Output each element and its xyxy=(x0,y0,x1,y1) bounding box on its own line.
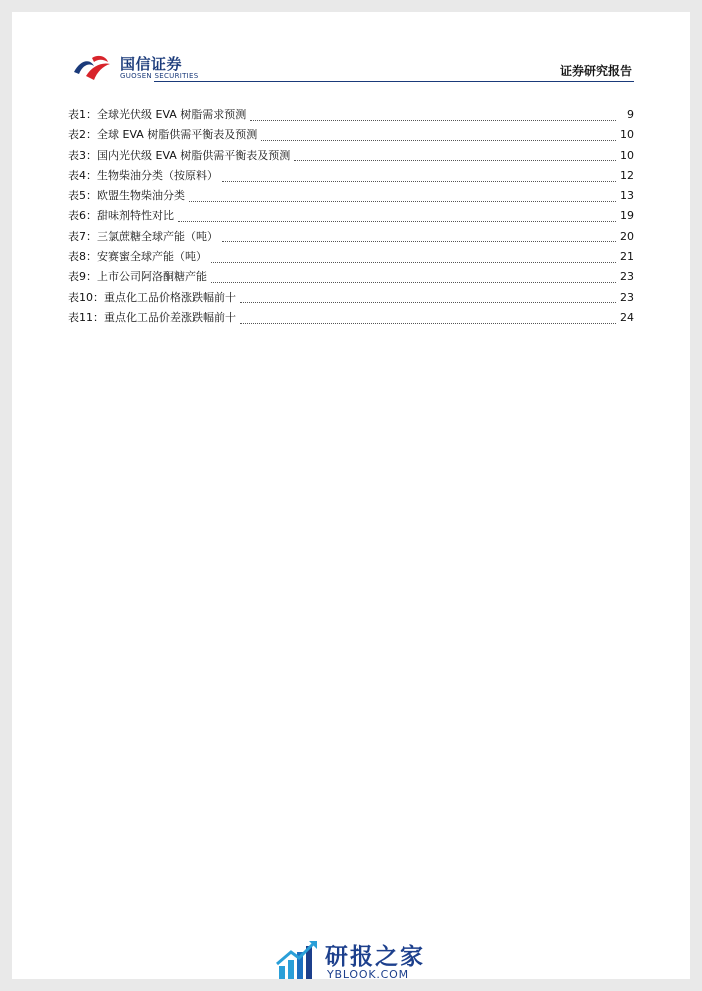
toc-entry-title: 欧盟生物柴油分类 xyxy=(97,189,185,203)
toc-entry[interactable] xyxy=(68,167,634,187)
toc-entry-title: 上市公司阿洛酮糖产能 xyxy=(97,270,207,284)
watermark-url-text: YBLOOK.COM xyxy=(327,968,409,979)
toc-entry-label: 表10： xyxy=(68,290,104,304)
toc-entry-page-number: 20 xyxy=(620,229,634,243)
toc-entry-label: 表1： xyxy=(68,108,97,121)
toc-entry-label: 表11： xyxy=(68,310,104,324)
toc-entry-title: 重点化工品价格涨跌幅前十 xyxy=(104,290,236,304)
toc-entry[interactable] xyxy=(68,309,634,329)
watermark xyxy=(275,938,475,979)
toc-entry[interactable] xyxy=(68,248,634,268)
toc-entry-page-number: 12 xyxy=(620,168,634,182)
toc-entry-title: 生物柴油分类（按原料） xyxy=(97,168,218,182)
toc-entry-page-number: 13 xyxy=(620,189,634,203)
toc-entry[interactable] xyxy=(68,106,634,126)
toc-entry-title: 重点化工品价差涨跌幅前十 xyxy=(104,310,236,324)
toc-entry[interactable] xyxy=(68,268,634,288)
toc-entry-label: 表4： xyxy=(68,168,97,182)
logo-chinese-text: 国信证券 xyxy=(120,55,183,73)
toc-entry[interactable] xyxy=(68,126,634,146)
logo-english-text: GUOSEN SECURITIES xyxy=(120,72,199,80)
toc-entry-label: 表8： xyxy=(68,250,97,264)
toc-entry-label: 表7： xyxy=(68,229,97,243)
toc-entry-label: 表6： xyxy=(68,209,97,223)
toc-entry-title: 全球光伏级 EVA 树脂需求预测 xyxy=(97,108,247,121)
toc-entry[interactable] xyxy=(68,147,634,167)
toc-leader-dots xyxy=(222,173,616,182)
toc-entry-label: 表5： xyxy=(68,189,97,203)
watermark-chinese-text: 研报之家 xyxy=(325,944,425,970)
toc-entry-label: 表9： xyxy=(68,270,97,284)
toc-leader-dots xyxy=(211,274,616,283)
page-header xyxy=(12,12,690,92)
toc-entry-title: 三氯蔗糖全球产能（吨） xyxy=(97,229,218,243)
toc-entry-page-number: 19 xyxy=(620,209,634,223)
toc-entry[interactable] xyxy=(68,207,634,227)
toc-entry-title: 安赛蜜全球产能（吨） xyxy=(97,250,207,264)
table-of-figures xyxy=(68,106,634,329)
toc-leader-dots xyxy=(240,315,616,324)
toc-entry-title: 国内光伏级 EVA 树脂供需平衡表及预测 xyxy=(97,148,291,162)
report-type-label: 证券研究报告 xyxy=(559,64,632,78)
document-page xyxy=(12,12,690,979)
toc-entry-label: 表3： xyxy=(68,148,97,162)
toc-entry-page-number: 23 xyxy=(620,290,634,304)
toc-entry-page-number: 21 xyxy=(620,250,634,264)
header-divider xyxy=(154,81,634,82)
toc-leader-dots xyxy=(189,193,616,202)
toc-entry-page-number: 23 xyxy=(620,270,634,284)
toc-entry-title: 全球 EVA 树脂供需平衡表及预测 xyxy=(97,128,258,142)
toc-leader-dots xyxy=(250,112,616,121)
toc-entry-title: 甜味剂特性对比 xyxy=(97,209,174,223)
toc-leader-dots xyxy=(261,132,616,141)
toc-entry-page-number: 24 xyxy=(620,310,634,324)
toc-leader-dots xyxy=(240,294,616,303)
toc-entry-page-number: 9 xyxy=(627,108,634,121)
toc-entry[interactable] xyxy=(68,228,634,248)
guosen-logo xyxy=(70,52,220,84)
bar-chart-icon xyxy=(275,938,321,979)
toc-entry-label: 表2： xyxy=(68,128,97,142)
toc-leader-dots xyxy=(222,233,616,242)
toc-entry[interactable] xyxy=(68,289,634,309)
toc-entry-page-number: 10 xyxy=(620,148,634,162)
toc-entry[interactable] xyxy=(68,187,634,207)
toc-leader-dots xyxy=(178,213,616,222)
toc-leader-dots xyxy=(211,254,616,263)
toc-entry-page-number: 10 xyxy=(620,128,634,142)
guosen-logo-icon xyxy=(70,52,116,82)
toc-leader-dots xyxy=(294,152,616,161)
